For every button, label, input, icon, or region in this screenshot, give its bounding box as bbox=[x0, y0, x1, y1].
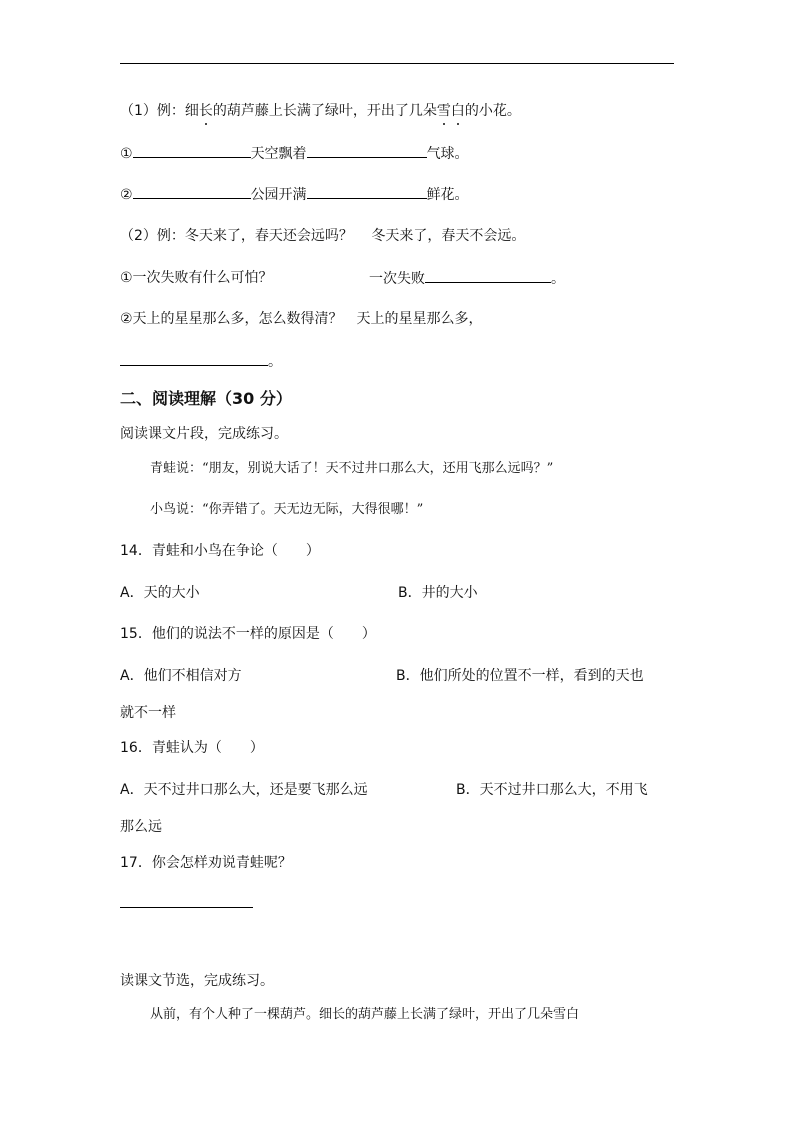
question-15: 15．他们的说法不一样的原因是（ ） bbox=[120, 626, 376, 642]
answer-blank[interactable] bbox=[307, 143, 427, 158]
example-1-label: （1）例： bbox=[120, 103, 185, 119]
example-1-text: 细 bbox=[184, 103, 199, 119]
passage-line: 小鸟说：“你弄错了。天无边无际，大得很哪！” bbox=[150, 502, 424, 517]
item-number: ② bbox=[120, 187, 133, 203]
q14-option-a[interactable]: A．天的大小 bbox=[120, 585, 200, 601]
section-title: 二、阅读理解（30 分） bbox=[120, 389, 292, 408]
fill-line-2 bbox=[120, 184, 469, 205]
fill-text: 天空飘着 bbox=[250, 146, 307, 162]
example-1 bbox=[120, 101, 521, 121]
emphasis-dot-char: 雪 bbox=[436, 103, 451, 119]
q17-answer-line bbox=[120, 893, 253, 914]
q14-option-b[interactable]: B．井的大小 bbox=[398, 585, 478, 601]
example-2: （2）例：冬天来了，春天还会远吗？ 冬天来了，春天不会远。 bbox=[120, 228, 526, 244]
fill-line-3-answer bbox=[369, 268, 565, 289]
q15-option-a[interactable]: A．他们不相信对方 bbox=[120, 668, 242, 684]
question-14: 14．青蛙和小鸟在争论（ ） bbox=[120, 543, 320, 559]
fill-text: 公园开满 bbox=[250, 187, 307, 203]
fill-text: 气球。 bbox=[426, 146, 469, 162]
emphasis-dot-char: 白 bbox=[450, 103, 465, 119]
answer-blank[interactable] bbox=[307, 184, 427, 199]
section-instruction: 阅读课文片段，完成练习。 bbox=[120, 426, 288, 442]
example-1-text: 的小花。 bbox=[464, 103, 521, 119]
fill-text: ①一次失败有什么可怕？ bbox=[120, 270, 273, 286]
answer-blank[interactable] bbox=[425, 268, 551, 283]
fill-line-4: ②天上的星星那么多，怎么数得清？ 天上的星星那么多， bbox=[120, 311, 483, 327]
question-16: 16．青蛙认为（ ） bbox=[120, 740, 264, 756]
q16-option-b[interactable]: B．天不过井口那么大，不用飞 bbox=[456, 782, 648, 798]
passage-line: 青蛙说：“朋友，别说大话了！天不过井口那么大，还用飞那么远吗？” bbox=[150, 461, 554, 476]
fill-line-1 bbox=[120, 143, 469, 164]
q16-option-b-cont: 那么远 bbox=[120, 819, 162, 835]
fill-text: 。 bbox=[268, 354, 282, 370]
fill-text: 。 bbox=[551, 271, 565, 287]
fill-text: 一次失败 bbox=[369, 271, 425, 287]
fill-line-3 bbox=[120, 268, 273, 288]
header-rule bbox=[120, 63, 674, 64]
section3-instruction: 读课文节选，完成练习。 bbox=[120, 973, 274, 989]
q15-option-b[interactable]: B．他们所处的位置不一样，看到的天也 bbox=[396, 668, 644, 684]
answer-blank[interactable] bbox=[120, 351, 268, 366]
fill-line-5 bbox=[120, 351, 282, 372]
q16-option-a[interactable]: A．天不过井口那么大，还是要飞那么远 bbox=[120, 782, 368, 798]
item-number: ① bbox=[120, 146, 133, 162]
answer-blank[interactable] bbox=[133, 184, 251, 199]
q15-option-b-cont: 就不一样 bbox=[120, 705, 176, 721]
answer-blank[interactable] bbox=[133, 143, 251, 158]
question-17: 17．你会怎样劝说青蛙呢？ bbox=[120, 855, 292, 871]
example-1-text: 的葫芦藤上长满了绿叶，开出了几朵 bbox=[212, 103, 437, 119]
passage-line: 从前，有个人种了一棵葫芦。细长的葫芦藤上长满了绿叶，开出了几朵雪白 bbox=[150, 1007, 580, 1022]
fill-text: 鲜花。 bbox=[426, 187, 469, 203]
emphasis-dot-char: 长 bbox=[198, 103, 213, 119]
answer-blank[interactable] bbox=[120, 893, 253, 908]
